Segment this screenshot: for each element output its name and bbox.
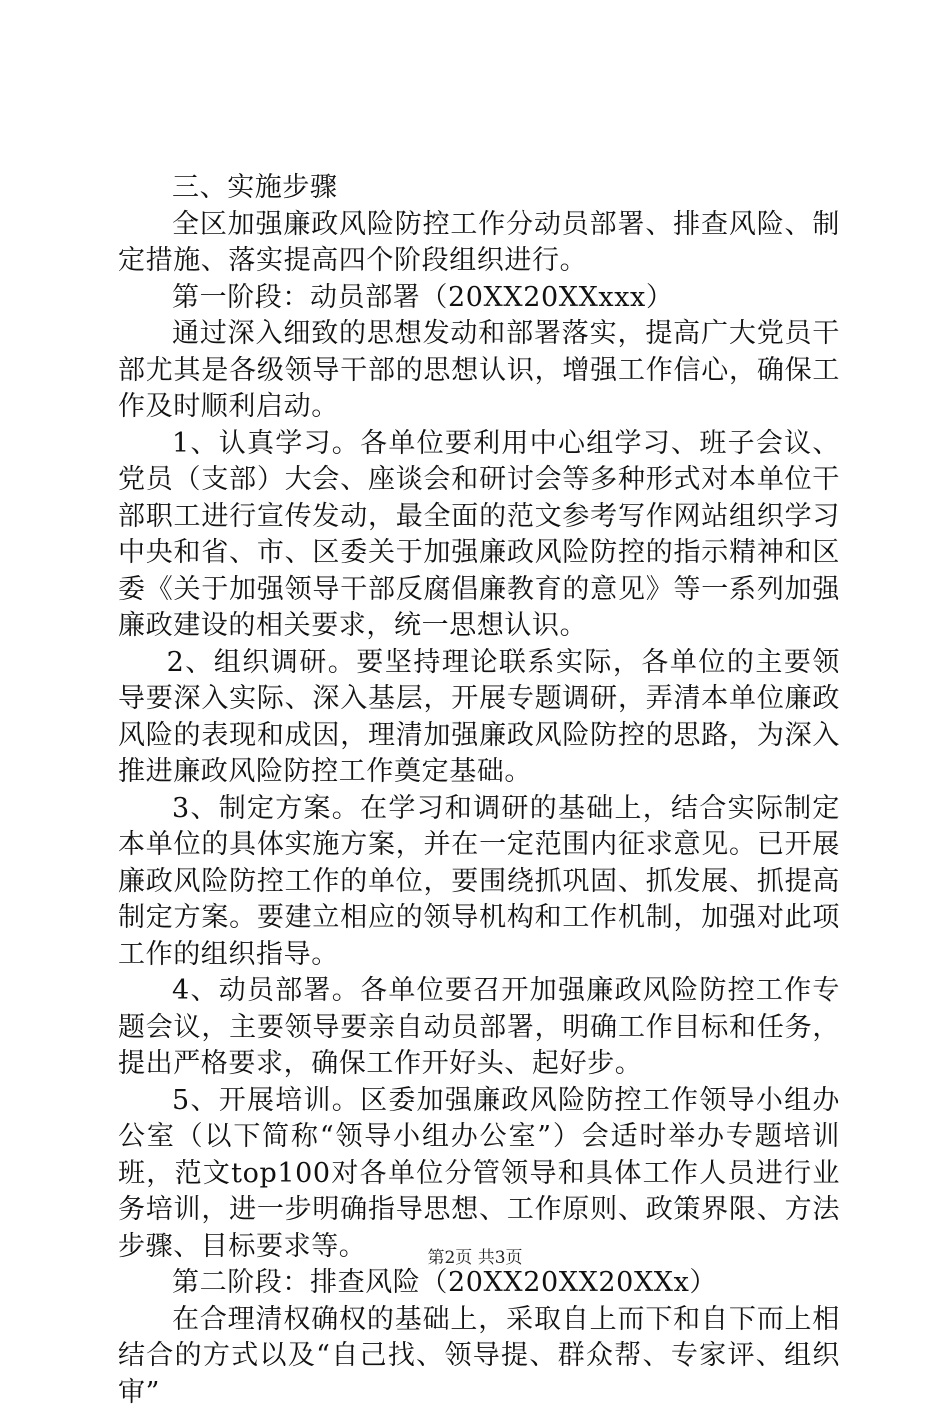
list-item-paragraph: 3、制定方案。在学习和调研的基础上，结合实际制定本单位的具体实施方案，并在一定范围内征求意见。已开展廉政风险防控工作的单位，要围绕抓巩固、抓发展、抓提高制定方案。要建立相应的领导机构和工作机制，加强对此项工作的组织指导。 [118, 791, 840, 974]
paragraph: 在合理清权确权的基础上，采取自上而下和自下而上相结合的方式以及“自己找、领导提、群众帮、专家评、组织审” [118, 1302, 840, 1411]
list-item-paragraph: 5、开展培训。区委加强廉政风险防控工作领导小组办公室（以下简称“领导小组办公室”）会适时举办专题培训班，范文top100对各单位分管领导和具体工作人员进行业务培训，进一步明确指导思想、工作原则、政策界限、方法步骤、目标要求等。 [118, 1083, 840, 1266]
document-body [118, 170, 840, 1411]
list-item-paragraph: 4、动员部署。各单位要召开加强廉政风险防控工作专题会议，主要领导要亲自动员部署，明确工作目标和任务，提出严格要求，确保工作开好头、起好步。 [118, 973, 840, 1083]
page-footer: 第2页 共3页 [0, 1243, 950, 1268]
paragraph: 全区加强廉政风险防控工作分动员部署、排查风险、制定措施、落实提高四个阶段组织进行。 [118, 207, 840, 280]
list-item-paragraph: 2、组织调研。要坚持理论联系实际，各单位的主要领导要深入实际、深入基层，开展专题调研，弄清本单位廉政风险的表现和成因，理清加强廉政风险防控的思路，为深入推进廉政风险防控工作奠定基础。 [118, 645, 840, 791]
phase-heading: 第二阶段：排查风险（20XX20XX20XXx） [118, 1265, 840, 1302]
phase-heading: 第一阶段：动员部署（20XX20XXxxx） [118, 280, 840, 317]
section-heading: 三、实施步骤 [118, 170, 840, 207]
paragraph: 通过深入细致的思想发动和部署落实，提高广大党员干部尤其是各级领导干部的思想认识，增强工作信心，确保工作及时顺利启动。 [118, 316, 840, 426]
list-item-paragraph: 1、认真学习。各单位要利用中心组学习、班子会议、党员（支部）大会、座谈会和研讨会等多种形式对本单位干部职工进行宣传发动，最全面的范文参考写作网站组织学习中央和省、市、区委关于加强廉政风险防控的指示精神和区委《关于加强领导干部反腐倡廉教育的意见》等一系列加强廉政建设的相关要求，统一思想认识。 [118, 426, 840, 645]
